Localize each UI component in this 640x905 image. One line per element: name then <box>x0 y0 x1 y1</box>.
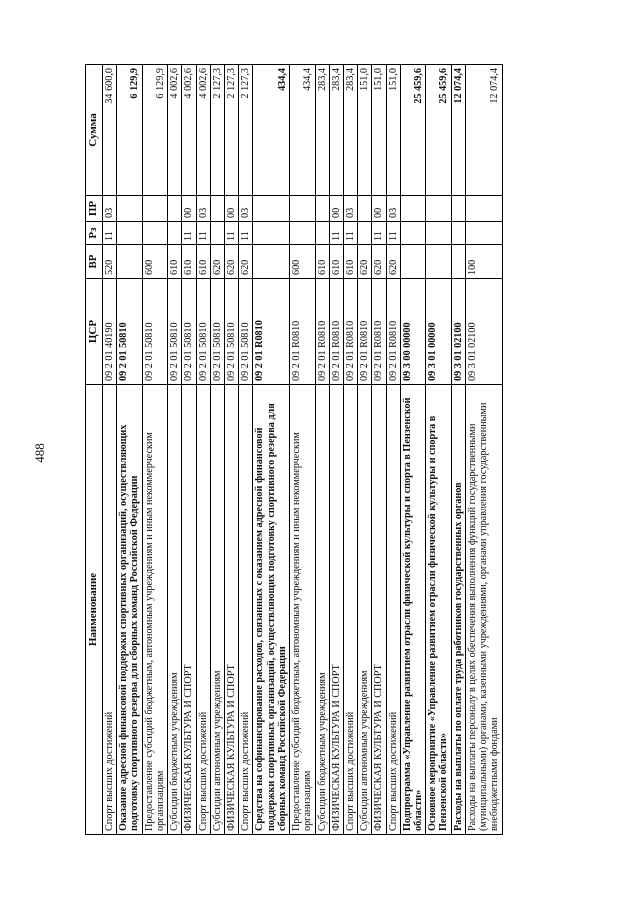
row-rz <box>400 222 425 245</box>
table-row <box>400 65 425 835</box>
row-vr: 620 <box>210 245 224 279</box>
row-sum: 434,4 <box>253 65 290 196</box>
row-csr: 09 2 01 R0810 <box>386 279 400 385</box>
row-name: Подпрограмма «Управление развитием отрасли физической культуры и спорта в Пензенской области» <box>400 385 425 835</box>
row-vr: 610 <box>182 245 196 279</box>
table-row <box>210 65 224 835</box>
row-csr: 09 2 01 R0810 <box>315 279 329 385</box>
row-vr: 620 <box>224 245 238 279</box>
table-row <box>451 65 465 835</box>
row-rz: 11 <box>224 222 238 245</box>
row-name: Предоставление субсидий бюджетным, автономным учреждениям и иным некоммерческим организациям <box>290 385 315 835</box>
row-csr: 09 2 01 50810 <box>117 279 142 385</box>
row-name: Спорт высших достижений <box>386 385 400 835</box>
row-name: Средства на софинансирование расходов, связанных с оказанием адресной финансовой поддержки спортивных организаций, осуществляющих подготовку спортивного резерва для сборных команд Российской Федерации <box>253 385 290 835</box>
row-name: Спорт высших достижений <box>343 385 357 835</box>
row-csr: 09 2 01 R0810 <box>372 279 386 385</box>
page-number: 488 <box>32 443 47 463</box>
row-vr: 620 <box>386 245 400 279</box>
table-row <box>168 65 182 835</box>
row-rz: 11 <box>329 222 343 245</box>
row-csr: 09 2 01 R0810 <box>253 279 290 385</box>
row-rz: 11 <box>343 222 357 245</box>
row-vr: 610 <box>329 245 343 279</box>
row-csr: 09 2 01 40190 <box>103 279 117 385</box>
table-row <box>182 65 196 835</box>
table-row <box>372 65 386 835</box>
header-sum: Сумма <box>86 65 103 196</box>
row-rz: 11 <box>372 222 386 245</box>
row-rz <box>465 222 502 245</box>
row-pr <box>315 196 329 222</box>
row-sum: 25 459,6 <box>426 65 451 196</box>
row-rz <box>253 222 290 245</box>
row-vr <box>426 245 451 279</box>
row-pr: 03 <box>103 196 117 222</box>
row-pr <box>400 196 425 222</box>
row-name: ФИЗИЧЕСКАЯ КУЛЬТУРА И СПОРТ <box>329 385 343 835</box>
budget-table <box>85 64 503 835</box>
row-sum: 151,0 <box>386 65 400 196</box>
header-rz: Рз <box>86 222 103 245</box>
row-csr: 09 2 01 R0810 <box>358 279 372 385</box>
row-rz <box>426 222 451 245</box>
row-pr: 03 <box>343 196 357 222</box>
row-vr <box>400 245 425 279</box>
row-sum: 6 129,9 <box>117 65 142 196</box>
row-name: ФИЗИЧЕСКАЯ КУЛЬТУРА И СПОРТ <box>224 385 238 835</box>
table-header-row <box>86 65 103 835</box>
table-row <box>103 65 117 835</box>
row-sum: 4 002,6 <box>168 65 182 196</box>
row-name: Оказание адресной финансовой поддержки спортивных организаций, осуществляющих подготовку спортивного резерва для сборных команд Российской Федерации <box>117 385 142 835</box>
row-sum: 2 127,3 <box>239 65 253 196</box>
row-rz: 11 <box>239 222 253 245</box>
row-name: Основное мероприятие «Управление развитием отрасли физической культуры и спорта в Пензенской области» <box>426 385 451 835</box>
row-csr: 09 2 01 R0810 <box>343 279 357 385</box>
table-row <box>315 65 329 835</box>
row-pr <box>142 196 167 222</box>
row-rz: 11 <box>182 222 196 245</box>
row-pr: 00 <box>372 196 386 222</box>
row-vr: 610 <box>168 245 182 279</box>
row-vr: 610 <box>343 245 357 279</box>
row-csr: 09 2 01 50810 <box>239 279 253 385</box>
row-name: Спорт высших достижений <box>196 385 210 835</box>
row-name: Субсидии автономным учреждениям <box>358 385 372 835</box>
row-csr: 09 3 01 02100 <box>465 279 502 385</box>
row-sum: 434,4 <box>290 65 315 196</box>
row-pr <box>426 196 451 222</box>
table-row <box>196 65 210 835</box>
row-sum: 4 002,6 <box>196 65 210 196</box>
row-sum: 4 002,6 <box>182 65 196 196</box>
row-csr: 09 2 01 R0810 <box>290 279 315 385</box>
row-csr: 09 2 01 50810 <box>182 279 196 385</box>
table-row <box>290 65 315 835</box>
header-csr: ЦСР <box>86 279 103 385</box>
row-vr <box>117 245 142 279</box>
row-vr: 620 <box>358 245 372 279</box>
row-sum: 151,0 <box>358 65 372 196</box>
row-rz <box>451 222 465 245</box>
row-name: Субсидии бюджетным учреждениям <box>168 385 182 835</box>
row-rz <box>358 222 372 245</box>
row-pr <box>168 196 182 222</box>
table-row <box>253 65 290 835</box>
row-pr: 00 <box>182 196 196 222</box>
row-pr: 03 <box>239 196 253 222</box>
row-pr: 03 <box>386 196 400 222</box>
row-vr: 620 <box>372 245 386 279</box>
row-name: Субсидии бюджетным учреждениям <box>315 385 329 835</box>
row-csr: 09 2 01 50810 <box>142 279 167 385</box>
row-vr <box>253 245 290 279</box>
row-vr: 520 <box>103 245 117 279</box>
row-name: Спорт высших достижений <box>103 385 117 835</box>
table-row <box>358 65 372 835</box>
row-pr <box>358 196 372 222</box>
row-rz <box>142 222 167 245</box>
row-rz: 11 <box>103 222 117 245</box>
row-csr: 09 3 01 00000 <box>426 279 451 385</box>
row-vr: 100 <box>465 245 502 279</box>
row-pr <box>253 196 290 222</box>
row-pr <box>117 196 142 222</box>
table-row <box>343 65 357 835</box>
row-vr: 610 <box>196 245 210 279</box>
row-pr: 00 <box>329 196 343 222</box>
row-sum: 12 074,4 <box>465 65 502 196</box>
row-name: Субсидии автономным учреждениям <box>210 385 224 835</box>
table-row <box>224 65 238 835</box>
row-sum: 283,4 <box>329 65 343 196</box>
row-sum: 151,0 <box>372 65 386 196</box>
row-rz <box>315 222 329 245</box>
row-csr: 09 2 01 50810 <box>196 279 210 385</box>
row-rz <box>168 222 182 245</box>
table-row <box>239 65 253 835</box>
table-row <box>142 65 167 835</box>
row-vr: 610 <box>315 245 329 279</box>
row-name: Предоставление субсидий бюджетным, автономным учреждениям и иным некоммерческим организациям <box>142 385 167 835</box>
row-sum: 2 127,3 <box>224 65 238 196</box>
row-csr: 09 2 01 50810 <box>168 279 182 385</box>
row-rz: 11 <box>386 222 400 245</box>
table-row <box>386 65 400 835</box>
header-pr: ПР <box>86 196 103 222</box>
row-pr <box>465 196 502 222</box>
row-rz <box>290 222 315 245</box>
row-vr: 600 <box>142 245 167 279</box>
header-name: Наименование <box>86 385 103 835</box>
row-pr <box>290 196 315 222</box>
header-vr: ВР <box>86 245 103 279</box>
row-sum: 283,4 <box>315 65 329 196</box>
row-name: ФИЗИЧЕСКАЯ КУЛЬТУРА И СПОРТ <box>372 385 386 835</box>
table-row <box>117 65 142 835</box>
row-pr <box>210 196 224 222</box>
row-rz <box>210 222 224 245</box>
table-row <box>426 65 451 835</box>
row-sum: 12 074,4 <box>451 65 465 196</box>
row-sum: 34 600,0 <box>103 65 117 196</box>
row-vr: 600 <box>290 245 315 279</box>
row-vr <box>451 245 465 279</box>
row-name: Спорт высших достижений <box>239 385 253 835</box>
row-name: Расходы на выплаты по оплате труда работников государственных органов <box>451 385 465 835</box>
table-row <box>465 65 502 835</box>
row-sum: 2 127,3 <box>210 65 224 196</box>
row-pr: 00 <box>224 196 238 222</box>
row-csr: 09 2 01 R0810 <box>329 279 343 385</box>
table-row <box>329 65 343 835</box>
budget-table-rotated <box>85 65 539 835</box>
row-csr: 09 3 00 00000 <box>400 279 425 385</box>
row-csr: 09 2 01 50810 <box>210 279 224 385</box>
row-name: Расходы на выплаты персоналу в целях обеспечения выполнения функций государственными (муниципальными) органами, казенными учреждениями, органами управления государственными внебюджетными фондами <box>465 385 502 835</box>
row-sum: 6 129,9 <box>142 65 167 196</box>
row-rz <box>117 222 142 245</box>
row-name: ФИЗИЧЕСКАЯ КУЛЬТУРА И СПОРТ <box>182 385 196 835</box>
row-vr: 620 <box>239 245 253 279</box>
row-pr <box>451 196 465 222</box>
row-rz: 11 <box>196 222 210 245</box>
row-csr: 09 2 01 50810 <box>224 279 238 385</box>
row-sum: 25 459,6 <box>400 65 425 196</box>
row-sum: 283,4 <box>343 65 357 196</box>
row-pr: 03 <box>196 196 210 222</box>
row-csr: 09 3 01 02100 <box>451 279 465 385</box>
